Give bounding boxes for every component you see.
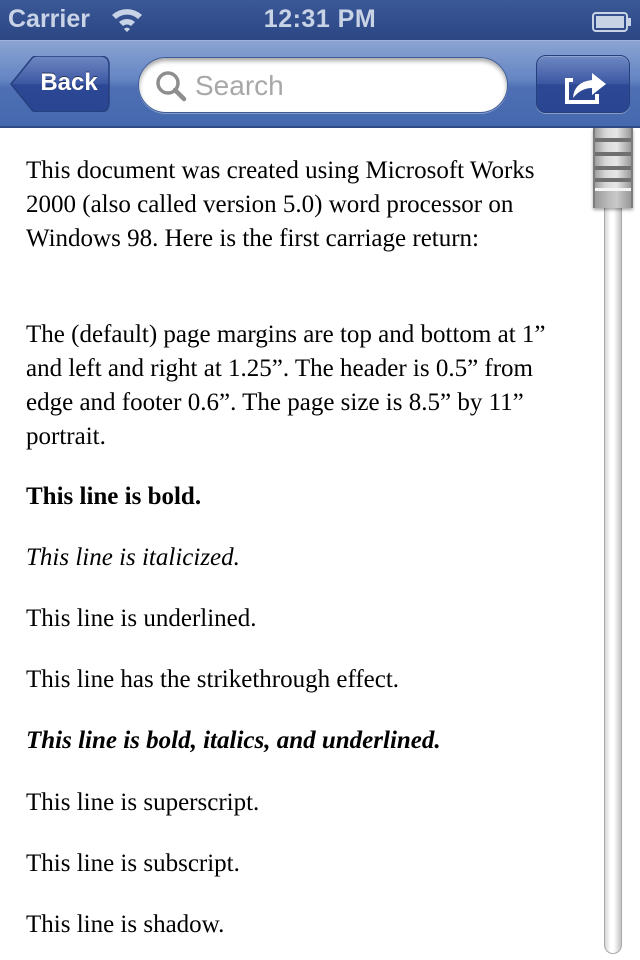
share-icon <box>562 64 608 106</box>
thumb-grip-line <box>595 138 631 142</box>
document-view[interactable] <box>0 130 600 960</box>
carrier-label: Carrier <box>8 5 90 33</box>
thumb-grip-line <box>595 166 631 170</box>
back-button[interactable] <box>10 56 110 112</box>
paragraph-intro: This document was created using Microsoft Works 2000 (also called version 5.0) word processor on Windows 98. Here is the first carriage return: <box>26 157 535 252</box>
thumb-grip-line <box>595 152 631 156</box>
line-subscript: This line is subscript. <box>26 850 240 877</box>
thumb-bottom <box>595 188 631 208</box>
line-superscript: This line is superscript. <box>26 789 260 816</box>
battery-full-icon <box>592 10 632 30</box>
status-bar <box>0 0 640 40</box>
back-label: Back <box>40 69 98 96</box>
line-strikethrough: This line has the strikethrough effect. <box>26 666 400 693</box>
share-button[interactable] <box>536 55 630 113</box>
thumb-grip-line <box>595 178 631 182</box>
paragraph-margins: The (default) page margins are top and bottom at 1” and left and right at 1.25”. The header is 0.5” from edge and footer 0.6”. The page size is 8.5” by 11” portrait. <box>26 321 546 450</box>
navigation-bar <box>0 40 640 128</box>
line-bold: This line is bold. <box>26 483 202 510</box>
line-italic: This line is italicized. <box>26 544 240 571</box>
search-input[interactable] <box>195 66 495 106</box>
search-field[interactable] <box>138 57 508 113</box>
status-time: 12:31 PM <box>263 5 377 33</box>
scrollbar-track[interactable] <box>604 128 622 954</box>
scrollbar-thumb[interactable] <box>593 128 633 208</box>
search-icon <box>155 70 187 102</box>
line-shadow: This line is shadow. <box>26 911 225 938</box>
line-bold-italic-underline: This line is bold, italics, and underlined. <box>26 727 441 754</box>
line-underline: This line is underlined. <box>26 605 257 632</box>
